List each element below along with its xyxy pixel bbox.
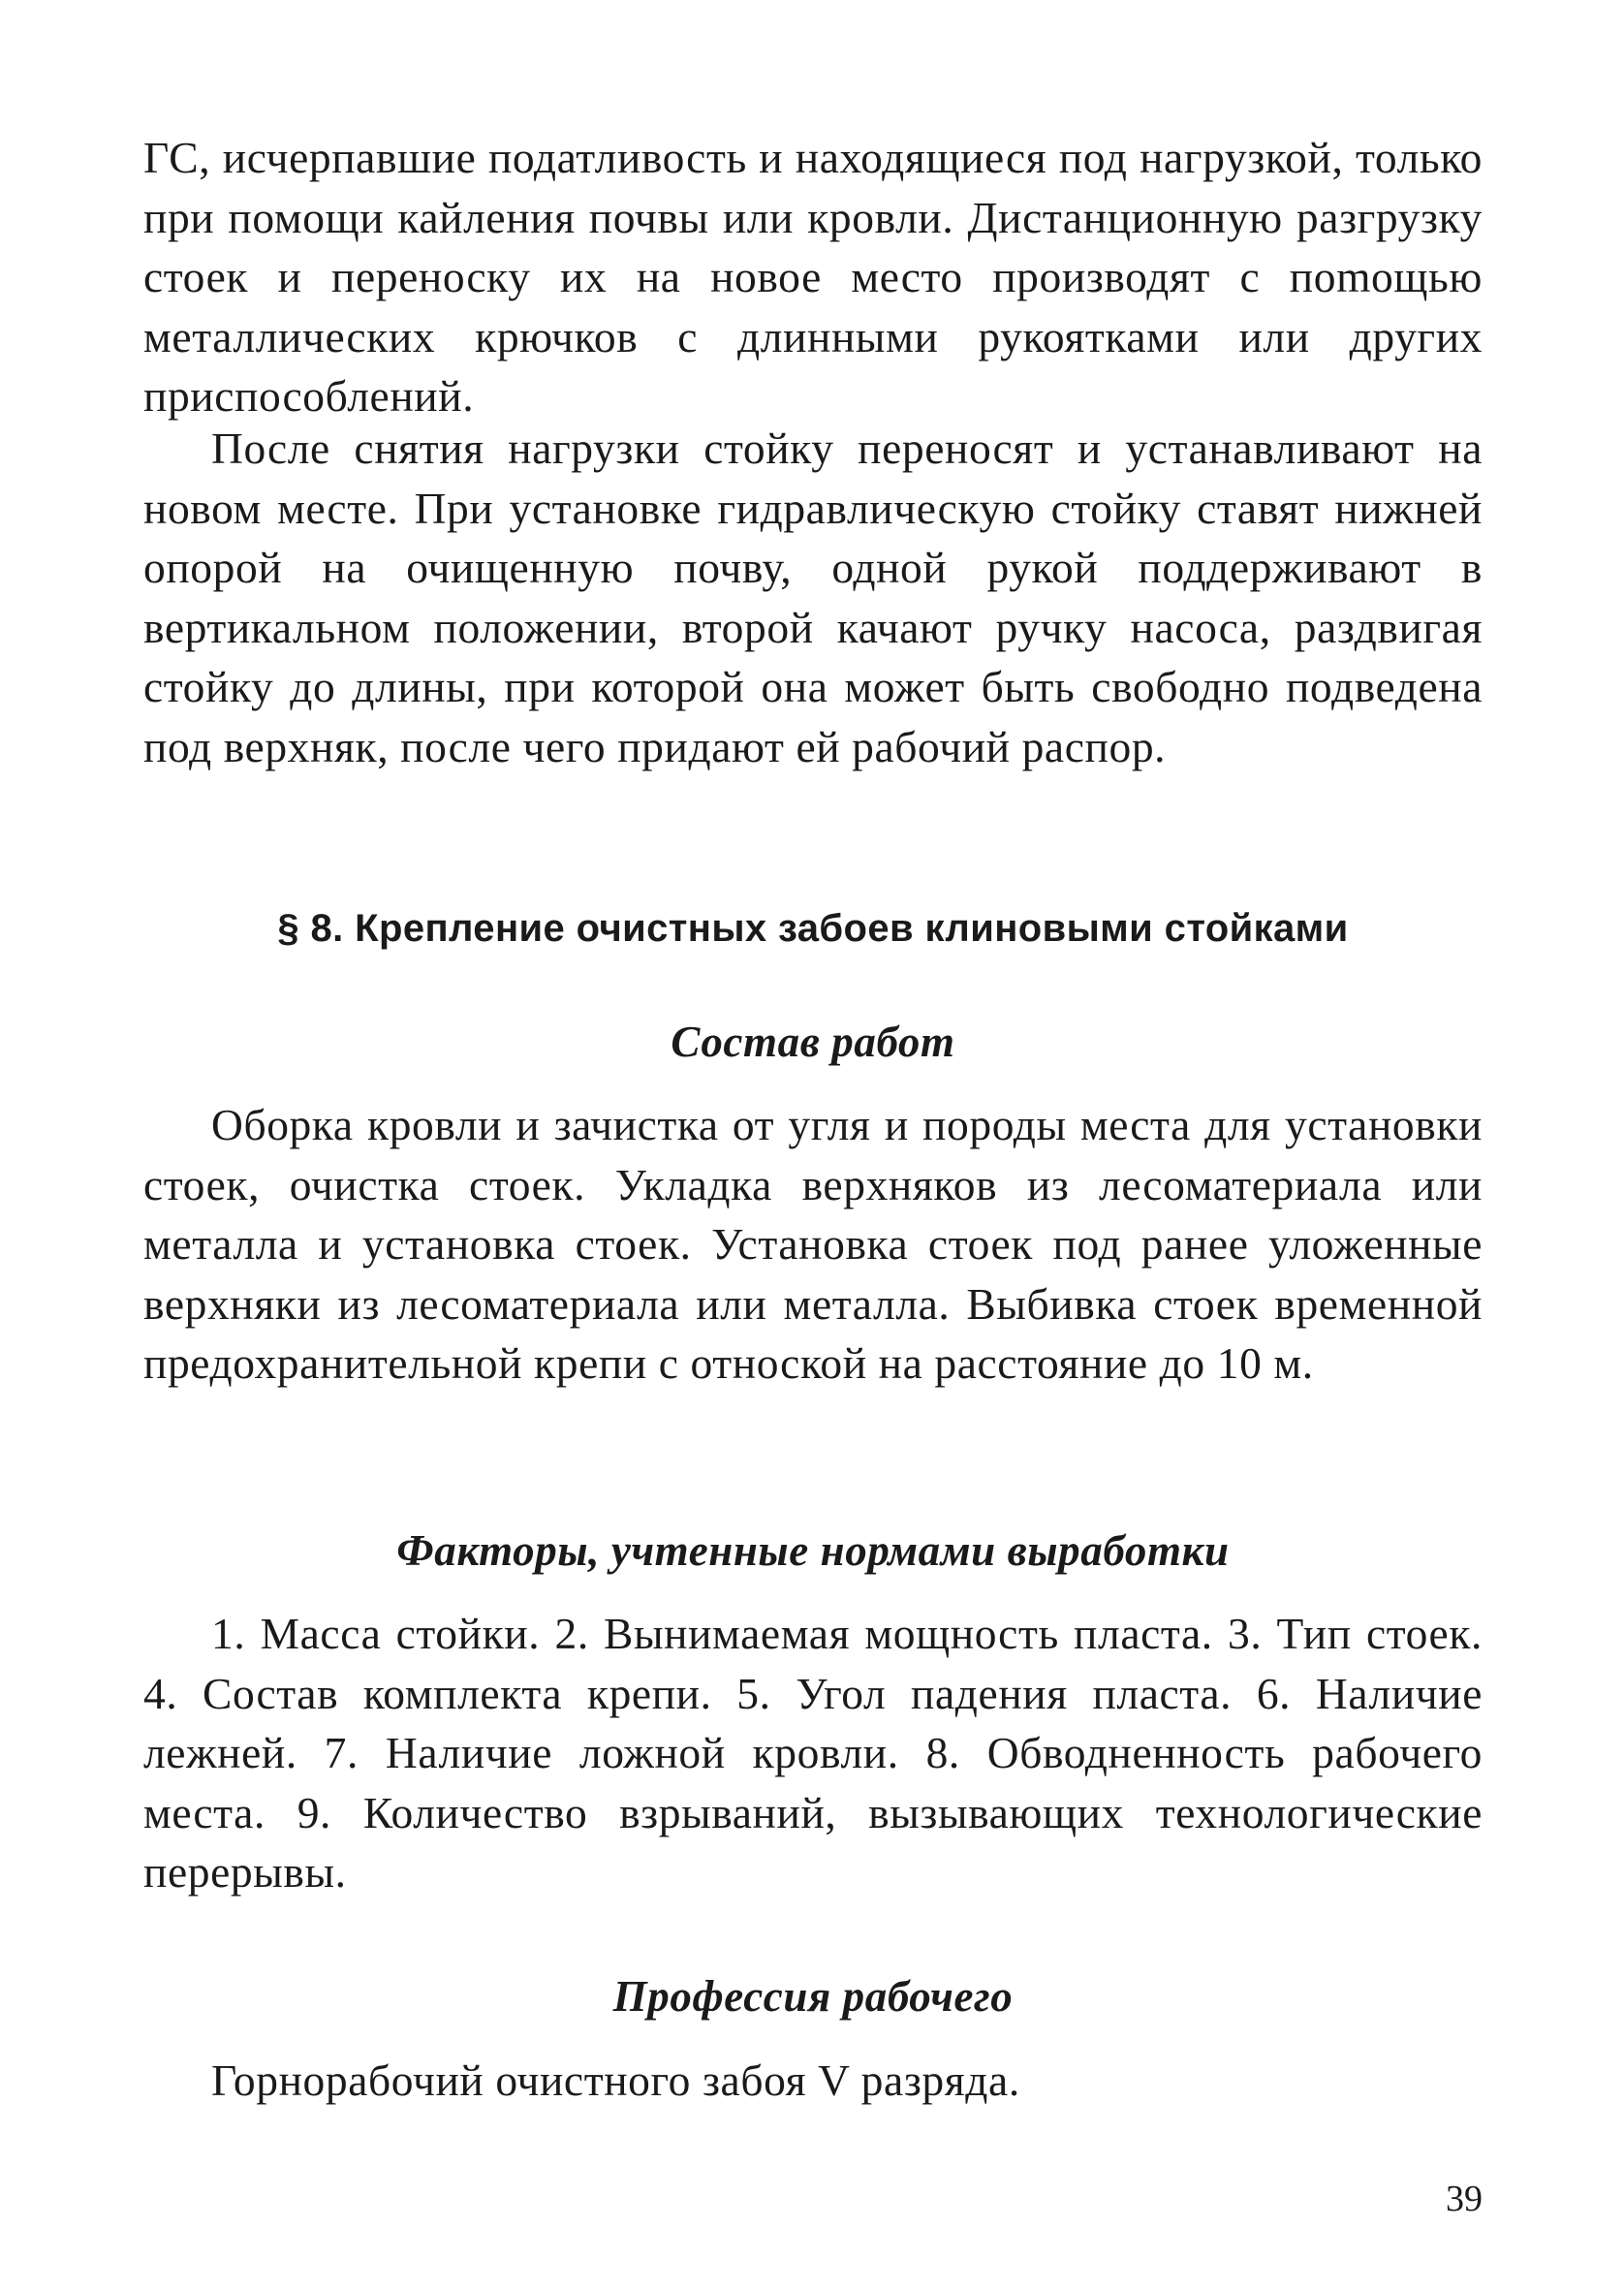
subheading-composition: Состав работ (671, 1018, 955, 1066)
section-heading: § 8. Крепление очистных забоев клиновыми стойками (277, 907, 1349, 950)
subheading-factors: Факторы, учтенные нормами выработки (396, 1526, 1230, 1575)
paragraph-composition: Оборка кровли и зачистка от угля и породы места для установки стоек, очистка стоек. Укладка верхняков из лесоматериала или металла и установка стоек. Установка стоек под ранее уложенные верхняки из лесоматериала или металла. Выбивка стоек временной предохранительной крепи с отноской на расстояние до 10 м. (143, 1100, 1483, 1388)
paragraph-profession: Горнорабочий очистного забоя V разряда. (211, 2055, 1020, 2105)
subheading-profession: Профессия рабочего (612, 1972, 1014, 2021)
page-number: 39 (1446, 2179, 1483, 2219)
paragraph-load-removal: После снятия нагрузки стойку переносят и устанавливают на новом месте. При установке гидравлическую стойку ставят нижней опорой на очищенную почву, одной рукой поддерживают в вертикальном положении, второй качают ручку насоса, раздвигая стойку до длины, при которой она может быть свободно подведена под верхняк, после чего придают ей рабочий распор. (143, 423, 1483, 771)
paragraph-continuation: ГС, исчерпавшие податливость и находящиеся под нагрузкой, только при помощи кайления почвы или кровли. Дистанционную разгрузку стоек и переноску их на новое место производят с поmощью металлических крючков с длинными рукоятками или других приспособлений. (143, 133, 1483, 421)
paragraph-factors: 1. Масса стойки. 2. Вынимаемая мощность пласта. 3. Тип стоек. 4. Состав комплекта крепи. 5. Угол падения пласта. 6. Наличие лежней. 7. Наличие ложной кровли. 8. Обводненность рабочего места. 9. Количество взрываний, вызывающих технологические перерывы. (143, 1609, 1483, 1897)
